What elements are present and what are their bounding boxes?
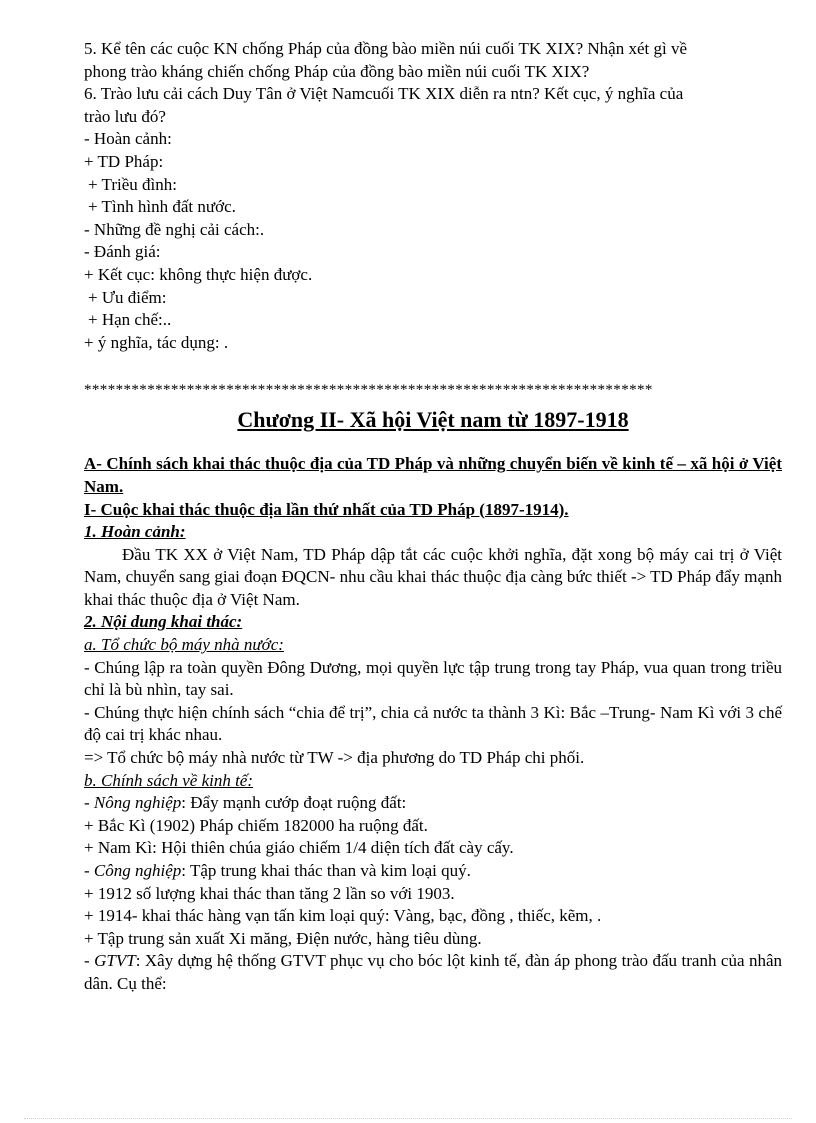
nong-nghiep-text: : Đẩy mạnh cướp đoạt ruộng đất: (181, 793, 407, 813)
separator-stars: ************************************************************************ (84, 382, 653, 399)
cong-nghiep-line: - Công nghiệp: Tập trung khai thác than và kim loại quý. (84, 861, 471, 880)
subsection-i-heading: I- Cuộc khai thác thuộc địa lần thứ nhất của TD Pháp (1897-1914). (84, 499, 569, 519)
paragraph-a2: - Chúng thực hiện chính sách “chia để trị”, chia cả nước ta thành 3 Kì: Bắc –Trung- Nam Kì với 3 chế độ cai trị khác nhau. (84, 702, 782, 745)
paragraph-hoan-canh: Đầu TK XX ở Việt Nam, TD Pháp dập tắt các cuộc khởi nghĩa, đặt xong bộ máy cai trị ở Việt Nam, chuyển sang giai đoạn ĐQCN- nhu cầu khai thác thuộc địa càng bức thiết -> TD Pháp đẩy mạnh khai thác thuộc địa ở Việt Nam. (84, 544, 782, 609)
cong-nghiep-text: : Tập trung khai thác than và kim loại quý. (181, 861, 471, 880)
list-item: + Nam Kì: Hội thiên chúa giáo chiếm 1/4 diện tích đất cày cấy. (84, 838, 514, 858)
cong-nghiep-label: Công nghiệp (93, 861, 182, 880)
paragraph-a1: - Chúng lập ra toàn quyền Đông Dương, mọi quyền lực tập trung trong tay Pháp, vua quan trong triều chỉ là bù nhìn, tay sai. (84, 657, 782, 700)
list-item: + Bắc Kì (1902) Pháp chiếm 182000 ha ruộng đất. (84, 815, 428, 835)
list-item: + 1912 số lượng khai thác than tăng 2 lần so với 1903. (84, 883, 455, 903)
question-5-line-2: phong trào kháng chiến chống Pháp của đồng bào miền núi cuối TK XIX? (84, 61, 590, 81)
heading-hoan-canh: 1. Hoàn cảnh: (84, 522, 186, 542)
outline-item: - Đánh giá: (84, 242, 161, 262)
list-item: + Tập trung sản xuất Xi măng, Điện nước, hàng tiêu dùng. (84, 928, 482, 948)
outline-item: + Tình hình đất nước. (88, 197, 236, 217)
nong-nghiep-label: Nông nghiệp (93, 793, 182, 813)
outline-item: + Kết cục: không thực hiện được. (84, 264, 313, 284)
outline-item: - Hoàn cảnh: (84, 129, 172, 149)
document-page (84, 38, 782, 996)
chapter-title: Chương II- Xã hội Việt nam từ 1897-1918 (237, 407, 629, 433)
gtvt-paragraph: - GTVT: Xây dựng hệ thống GTVT phục vụ cho bóc lột kinh tế, đàn áp phong trào đấu tranh của nhân dân. Cụ thể: (84, 951, 783, 993)
question-6-line-1: 6. Trào lưu cải cách Duy Tân ở Việt Namcuối TK XIX diễn ra ntn? Kết cục, ý nghĩa của (84, 84, 684, 104)
gtvt-label: GTVT (94, 951, 136, 971)
page-bottom-border (24, 1118, 792, 1119)
paragraph-a3: => Tổ chức bộ máy nhà nước từ TW -> địa phương do TD Pháp chi phối. (84, 748, 585, 768)
outline-item: - Những đề nghị cải cách:. (84, 219, 265, 239)
list-item: + 1914- khai thác hàng vạn tấn kim loại quý: Vàng, bạc, đồng , thiếc, kẽm, . (84, 906, 602, 926)
nong-nghiep-line: - Nông nghiệp: Đẩy mạnh cướp đoạt ruộng đất: (84, 793, 407, 813)
outline-item: + Hạn chế:.. (88, 310, 172, 330)
heading-to-chuc: a. Tổ chức bộ máy nhà nước: (84, 635, 284, 655)
heading-noi-dung: 2. Nội dung khai thác: (84, 612, 243, 632)
outline-item: + ý nghĩa, tác dụng: . (84, 332, 229, 352)
section-a-heading: A- Chính sách khai thác thuộc địa của TD Pháp và những chuyển biến về kinh tế – xã hội ở Việt Nam. (84, 454, 782, 496)
outline-item: + Triều đình: (88, 174, 177, 194)
gtvt-text: : Xây dựng hệ thống GTVT phục vụ cho bóc lột kinh tế, đàn áp phong trào đấu tranh của nhân dân. Cụ thể: (84, 951, 783, 993)
outline-item: + TD Pháp: (84, 151, 164, 171)
heading-kinh-te: b. Chính sách về kinh tế: (84, 770, 254, 790)
question-5-line-1: 5. Kể tên các cuộc KN chống Pháp của đồng bào miền núi cuối TK XIX? Nhận xét gì về (84, 39, 688, 58)
question-6-line-2: trào lưu đó? (84, 106, 166, 126)
outline-item: + Ưu điểm: (88, 287, 167, 307)
